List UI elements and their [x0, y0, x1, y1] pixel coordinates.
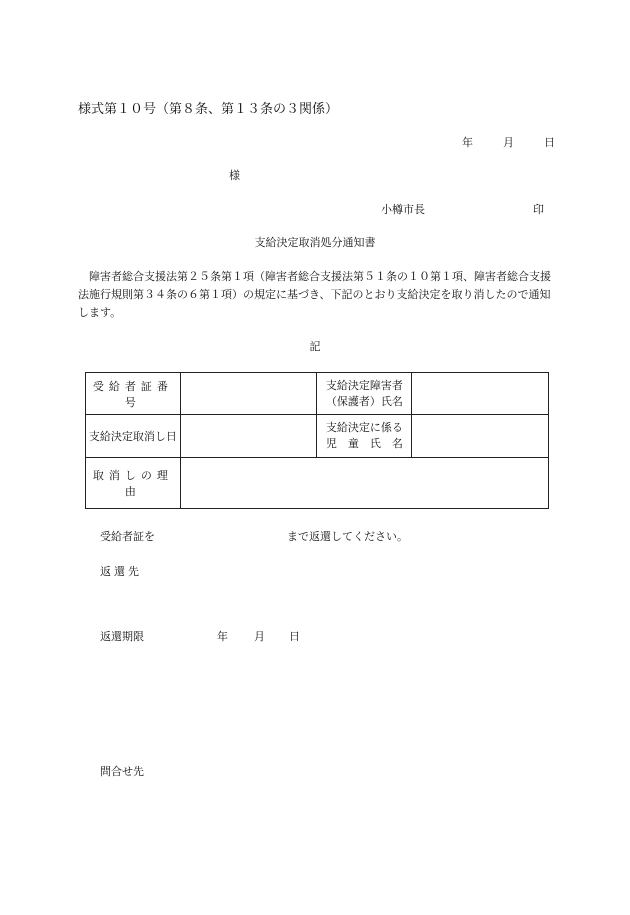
seal-mark: 印: [533, 203, 544, 216]
guardian-name-label-line2: （保護者）氏名: [325, 394, 403, 408]
return-instruction: [100, 528, 408, 544]
date-year-label: 年: [462, 136, 473, 149]
info-table: [85, 372, 549, 509]
return-suffix: まで返還してください。: [287, 530, 408, 543]
table-row: [86, 458, 549, 509]
deadline-label: 返還期限: [100, 630, 144, 643]
date-month-label: 月: [503, 136, 514, 149]
return-deadline: [100, 628, 300, 644]
ki-heading: 記: [309, 340, 321, 353]
notice-body: [78, 268, 558, 322]
return-destination-label: 返還先: [100, 565, 142, 578]
cancel-date-value: [180, 415, 317, 458]
issue-date: [462, 134, 555, 150]
return-prefix: 受給者証を: [100, 530, 155, 543]
inquiry-label: 問合せ先: [100, 765, 144, 778]
child-name-label-line1: 支給決定に係る: [325, 421, 403, 434]
cancel-date-label: 支給決定取消し日: [86, 415, 181, 458]
cancel-reason-value: [180, 458, 548, 509]
child-name-label: [317, 415, 412, 458]
addressee-suffix: 様: [229, 169, 240, 182]
form-number: 様式第１０号（第８条、第１３条の３関係）: [78, 102, 339, 117]
document-title: 支給決定取消処分通知書: [254, 236, 376, 249]
cancel-reason-label: 取消しの理由: [86, 458, 181, 509]
deadline-year-label: 年: [217, 630, 228, 643]
date-day-label: 日: [544, 136, 555, 149]
table-row: [86, 373, 549, 415]
deadline-month-label: 月: [254, 630, 265, 643]
guardian-name-label: [317, 373, 412, 415]
guardian-name-value: [412, 373, 549, 415]
recipient-cert-no-value: [180, 373, 317, 415]
deadline-day-label: 日: [289, 630, 300, 643]
issuer-name: 小樽市長: [381, 203, 425, 216]
notice-body-text: 障害者総合支援法第２５条第１項（障害者総合支援法第５１条の１０第１項、障害者総合支援法施行規則第３４条の６第１項）の規定に基づき、下記のとおり支給決定を取り消したので通知します。: [78, 270, 551, 319]
child-name-value: [412, 415, 549, 458]
recipient-cert-no-label: 受給者証番号: [86, 373, 181, 415]
guardian-name-label-line1: 支給決定障害者: [325, 378, 403, 392]
table-row: [86, 415, 549, 458]
child-name-label-line2: 児 童 氏 名: [325, 437, 403, 450]
